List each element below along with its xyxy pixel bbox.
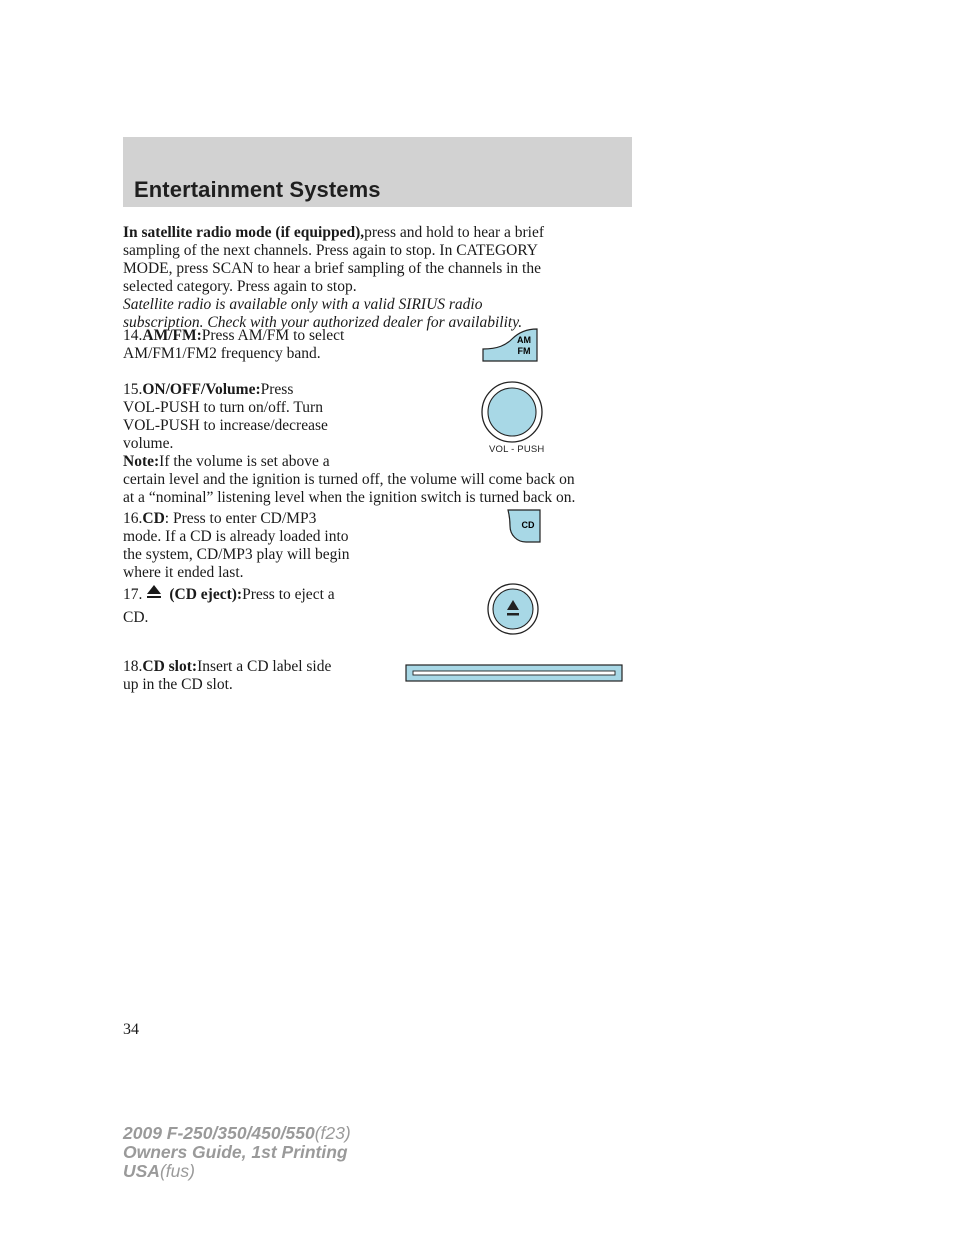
item-18-number: 18. [123, 658, 143, 675]
item-15-line-3: VOL-PUSH to increase/decrease [123, 417, 328, 434]
item-14-line-1 [123, 327, 344, 345]
item-16-line-1 [123, 510, 316, 528]
footer-region-line [123, 1162, 351, 1181]
item-14-line-2: AM/FM1/FM2 frequency band. [123, 345, 321, 362]
item-17-lead: (CD eject): [169, 586, 243, 603]
item-18-line-1 [123, 658, 331, 676]
item-16-text: : Press to enter CD/MP3 [164, 510, 317, 527]
am-fm-button-icon [480, 327, 540, 363]
document-footer [123, 1124, 351, 1181]
item-15-number: 15. [123, 381, 143, 398]
page-number: 34 [123, 1021, 139, 1038]
footer-region: USA [123, 1161, 160, 1181]
footer-model: 2009 F-250/350/450/550 [123, 1123, 315, 1143]
section-header-band [123, 137, 632, 207]
am-fm-icon-line-2: FM [517, 346, 531, 356]
note-line-1 [123, 453, 330, 471]
satellite-note-line-1: Satellite radio is available only with a valid SIRIUS radio [123, 296, 483, 313]
item-16-lead: CD [142, 510, 165, 527]
cd-eject-button-icon [486, 582, 540, 636]
item-17-line-1 [123, 584, 335, 604]
note-lead: Note: [123, 453, 160, 470]
section-title: Entertainment Systems [134, 177, 381, 202]
item-14-number: 14. [123, 327, 143, 344]
footer-region-code: (fus) [159, 1161, 195, 1181]
item-14-lead: AM/FM: [142, 327, 202, 344]
satellite-paragraph-line-3: MODE, press SCAN to hear a brief sampling of the channels in the [123, 260, 541, 277]
item-16-line-2: mode. If a CD is already loaded into [123, 528, 349, 545]
satellite-lead: In satellite radio mode (if equipped), [123, 224, 365, 241]
item-17-text: Press to eject a [242, 586, 335, 603]
item-16-number: 16. [123, 510, 143, 527]
eject-icon [145, 584, 163, 600]
note-text: If the volume is set above a [159, 453, 330, 470]
footer-model-line [123, 1124, 351, 1143]
satellite-note-line-2: subscription. Check with your authorized dealer for availability. [123, 314, 523, 331]
satellite-text: press and hold to hear a brief [364, 224, 545, 241]
item-14-text: Press AM/FM to select [201, 327, 345, 344]
satellite-paragraph-line-1 [123, 224, 544, 242]
cd-button-icon [502, 508, 542, 544]
satellite-paragraph-line-4: selected category. Press again to stop. [123, 278, 357, 295]
item-18-text: Insert a CD label side [197, 658, 332, 675]
item-15-line-1 [123, 381, 293, 399]
volume-knob-label: VOL - PUSH [489, 444, 545, 455]
volume-knob-icon [480, 380, 544, 444]
footer-model-code: (f23) [314, 1123, 351, 1143]
am-fm-icon-line-1: AM [517, 335, 531, 345]
item-17-line-2: CD. [123, 609, 149, 626]
note-line-3: at a “nominal” listening level when the ignition switch is turned back on. [123, 489, 576, 506]
cd-slot-icon [405, 664, 623, 682]
item-15-text: Press [260, 381, 294, 398]
item-16-line-3: the system, CD/MP3 play will begin [123, 546, 350, 563]
item-17-number: 17. [123, 586, 143, 603]
item-15-line-4: volume. [123, 435, 174, 452]
item-15-lead: ON/OFF/Volume: [142, 381, 261, 398]
item-15-line-2: VOL-PUSH to turn on/off. Turn [123, 399, 323, 416]
item-18-line-2: up in the CD slot. [123, 676, 233, 693]
note-line-2: certain level and the ignition is turned off, the volume will come back on [123, 471, 575, 488]
item-16-line-4: where it ended last. [123, 564, 244, 581]
satellite-paragraph-line-2: sampling of the next channels. Press again to stop. In CATEGORY [123, 242, 539, 259]
item-18-lead: CD slot: [142, 658, 198, 675]
footer-guide-line: Owners Guide, 1st Printing [123, 1142, 348, 1162]
cd-icon-label: CD [521, 520, 535, 530]
